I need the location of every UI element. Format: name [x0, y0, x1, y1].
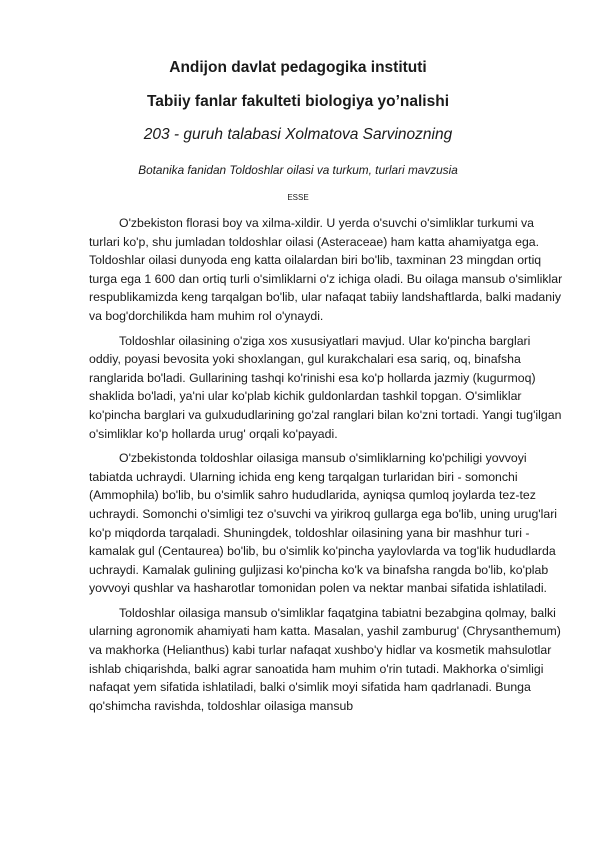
institute-title: Andijon davlat pedagogika instituti	[169, 59, 427, 76]
paragraph: Toldoshlar oilasiga mansub o'simliklar faqatgina tabiatni bezabgina qolmay, balki ularning agronomik ahamiyati ham katta. Masalan, yashil zamburug' (Chrysanthemum) va makhorka (Helianthus) kabi turlar nafaqat xushbo'y hidlar va kosmetik mahsulotlar ishlab chiqarishda, balki agrar sanoatida ham muhim o'rin tutadi. Makhorka o'simligi nafaqat yem sifatida ishlatiladi, balki o'simlik moyi sifatida ham qadrlanadi. Bunga qo'shimcha ravishda, toldoshlar oilasiga mansub	[89, 605, 561, 713]
paragraph: Toldoshlar oilasining o'ziga xos xususiyatlari mavjud. Ular ko'pincha barglari oddiy, poyasi bevosita yoki shoxlangan, gul kurakchalari esa sariq, oq, binafsha ranglarida bo'ladi. Gullarining tashqi ko'rinishi esa ko'p hollarda jazmiy (kugurmoq) shaklida bo'ladi, ya'ni ular ko'plab kichik guldonlardan tashkil topgan. O'simliklar ko'pincha barglari va gulxududlarining go'zal ranglari bilan ko'zni tortadi. Yangi tug'ilgan o'simliklar ko'p hollarda urug' orqali ko'payadi.	[89, 333, 562, 441]
faculty-title: Tabiiy fanlar fakulteti biologiya yo’nalishi	[146, 93, 450, 110]
paragraph: O'zbekistonda toldoshlar oilasiga mansub o'simliklarning ko'pchiligi yovvoyi tabiatda uchraydi. Ularning ichida eng keng tarqalgan turlaridan biri - somonchi (Ammophila) bo'lib, bu o'simlik sahro hududlarida, ayniqsa qumloq joylarda tez-tez uchraydi. Somonchi o'simligi tez o'suvchi va yirikroq gullarga ega bo'lib, uning urug'lari ko'p miqdorda tarqaladi. Shuningdek, toldoshlar oilasining yana bir mashhur turi - kamalak gul (Centaurea) bo'lib, bu o'simlik ko'pincha yaylovlarda va tog'lik hududlarda uchraydi. Kamalak gulining guljizasi ko'pincha ko'k va binafsha rangda bo'lib, ko'plab yovvoyi qushlar va hasharotlar tomonidan polen va nektar manbai sifatida ishlatiladi.	[89, 451, 558, 596]
genre-label: ESSE	[287, 193, 309, 202]
student-line: 203 - guruh talabasi Xolmatova Sarvinozning	[143, 126, 453, 143]
topic-line: Botanika fanidan Toldoshlar oilasi va turkum, turlari mavzusia	[138, 163, 458, 177]
essay-body	[89, 214, 563, 721]
paragraph: O'zbekiston florasi boy va xilma-xildir. U yerda o'suvchi o'simliklar turkumi va turlari ko'p, shu jumladan toldoshlar oilasi (Asteraceae) ham katta ahamiyatga ega. Toldoshlar oilasi dunyoda eng katta oilalardan biri bo'lib, taxminan 23 mingdan ortiq turga ega 1 600 dan ortiq turli o'simliklarni o'z ichiga oladi. Bu oilaga mansub o'simliklar respublikamizda keng tarqalgan bo'lib, ular nafaqat tabiiy landshaftlarda, balki madaniy va bog'dorchilikda ham muhim rol o'ynaydi.	[89, 216, 563, 323]
